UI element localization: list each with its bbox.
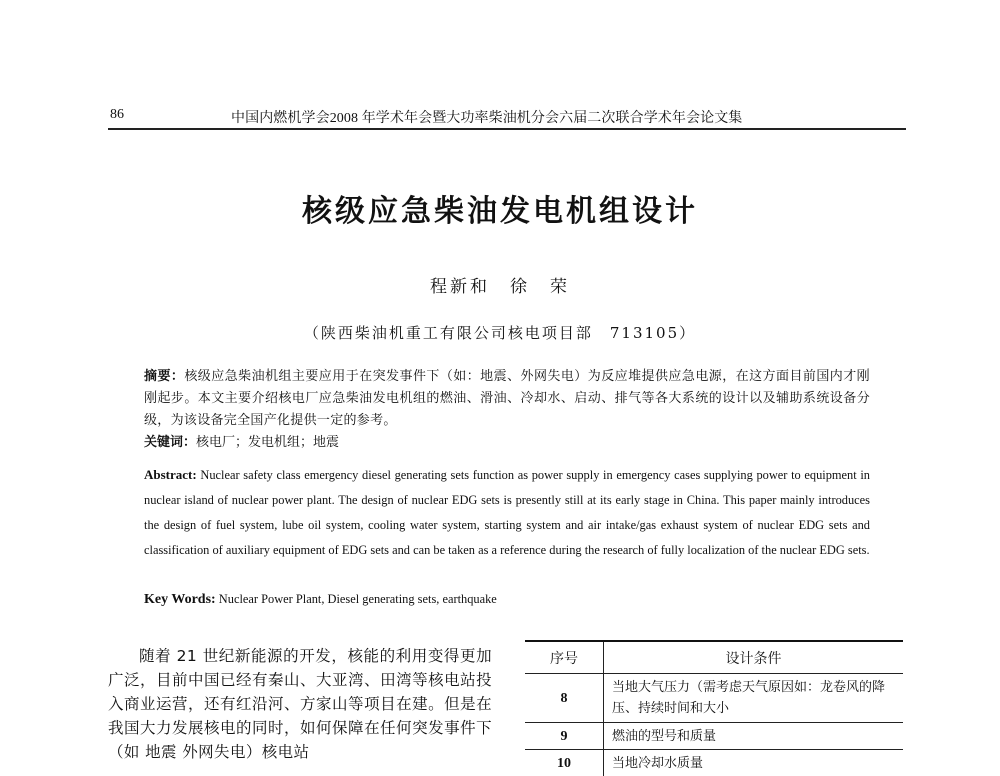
abstract-english [144, 462, 870, 563]
body-paragraph: 随着 21 世纪新能源的开发，核能的利用变得更加广泛，目前中国已经有秦山、大亚湾、田湾等核电站投入商业运营，还有红沿河、方家山等项目在建。但是在我国大力发展核电的同时，如何保障在任何突发事件下（如 地震 外网失电）核电站 [108, 644, 492, 764]
abstract-english-text: Nuclear safety class emergency diesel generating sets function as power supply in emergency cases supplying power to equipment in nuclear island of nuclear power plant. The design of nuclear EDG sets is presently still at its early stage in China. This paper mainly introduces the design of fuel system, lube oil system, cooling water system, starting system and air intake/gas exhaust system of nuclear EDG sets and classification of auxiliary equipment of EDG sets and can be taken as a reference during the research of fully localization of the nuclear EDG sets. [144, 468, 870, 557]
page-number: 86 [110, 107, 124, 123]
keywords-english-text: Nuclear Power Plant, Diesel generating sets, earthquake [216, 592, 497, 606]
affiliation: （陕西柴油机重工有限公司核电项目部 713105） [0, 322, 1000, 343]
running-header [108, 106, 906, 130]
keywords-chinese [144, 432, 870, 454]
row-condition: 燃油的型号和质量 [604, 723, 904, 750]
table-row [525, 674, 903, 723]
row-condition: 当地大气压力（需考虑天气原因如：龙卷风的降压、持续时间和大小 [604, 674, 904, 723]
abstract-english-label: Abstract: [144, 467, 197, 482]
table-row [525, 750, 903, 776]
table-row [525, 723, 903, 750]
paper-title: 核级应急柴油发电机组设计 [0, 186, 1000, 230]
row-number: 9 [525, 723, 604, 750]
row-number: 10 [525, 750, 604, 776]
abstract-chinese-label: 摘要： [144, 369, 184, 384]
row-condition: 当地冷却水质量 [604, 750, 904, 776]
abstract-chinese [144, 366, 870, 432]
design-conditions-table [525, 640, 903, 776]
keywords-english-label: Key Words: [144, 592, 216, 607]
abstract-chinese-text: 核级应急柴油机组主要应用于在突发事件下（如：地震、外网失电）为反应堆提供应急电源，在这方面目前国内才刚刚起步。本文主要介绍核电厂应急柴油发电机组的燃油、滑油、冷却水、启动、排气等各大系统的设计以及辅助系统设备分级，为该设备完全国产化提供一定的参考。 [144, 369, 870, 428]
table-header-row [525, 641, 903, 674]
column-header-number: 序号 [525, 641, 604, 674]
authors: 程新和 徐 荣 [0, 272, 1000, 297]
keywords-english [144, 587, 870, 612]
keywords-chinese-text: 核电厂；发电机组；地震 [196, 435, 339, 450]
row-number: 8 [525, 674, 604, 723]
keywords-chinese-label: 关键词： [144, 435, 196, 450]
column-header-condition: 设计条件 [604, 641, 904, 674]
journal-title: 中国内燃机学会2008 年学术年会暨大功率柴油机分会六届二次联合学术年会论文集 [231, 107, 742, 127]
